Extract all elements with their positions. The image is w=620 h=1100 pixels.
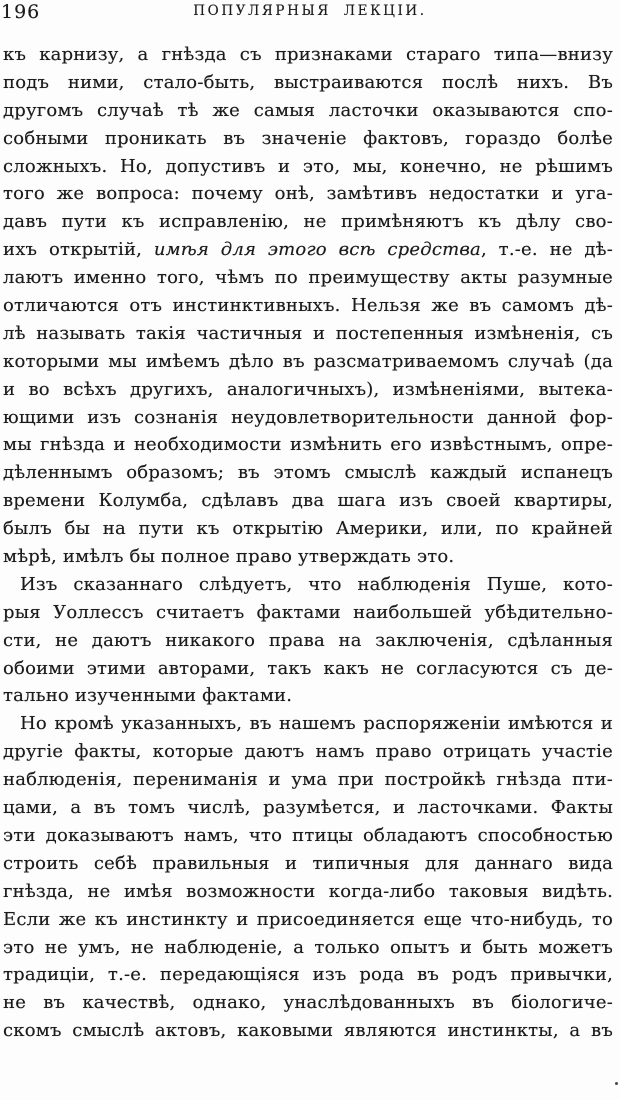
text-line [3, 459, 613, 487]
text-segment: гнѣзда, не имѣя возможности когда-либо таковыя видѣть. [3, 880, 613, 902]
text-segment: ющими изъ сознанія неудовлетворительности данной фор- [3, 406, 613, 428]
text-line [3, 348, 613, 376]
text-line [3, 989, 613, 1017]
text-line [3, 850, 613, 878]
text-segment: къ карнизу, а гнѣзда съ признаками стараго типа—внизу [3, 44, 613, 65]
text-segment: Изъ сказаннаго слѣдуетъ, что наблюденія Пуше, кото- [20, 573, 613, 595]
text-line [3, 627, 613, 655]
text-line [3, 97, 613, 125]
text-line [3, 738, 613, 766]
text-line [3, 320, 613, 348]
text-line [3, 710, 613, 738]
text-line [3, 208, 613, 236]
text-segment: давъ пути къ исправленію, не примѣняютъ къ дѣлу сво- [3, 211, 613, 233]
page-number: 196 [1, 1, 41, 23]
text-line [3, 543, 613, 571]
text-line [3, 822, 613, 850]
scan-speck [615, 1082, 618, 1085]
text-line [3, 794, 613, 822]
text-segment: эти доказываютъ намъ, что птицы обладаютъ способностью [3, 824, 613, 846]
text-line [3, 376, 613, 404]
text-segment: былъ бы на пути къ открытію Америки, или, по крайней [3, 518, 613, 540]
text-line [3, 487, 613, 515]
text-segment: другомъ случаѣ тѣ же самыя ласточки оказываются спо- [3, 99, 613, 121]
text-line [3, 961, 613, 989]
text-segment: которыми мы имѣемъ дѣло въ разсматриваемомъ случаѣ (да [3, 350, 613, 372]
text-segment: времени Колумба, сдѣлавъ два шага изъ своей квартиры, [3, 490, 613, 512]
text-segment: лаютъ именно того, чѣмъ по преимуществу акты разумные [3, 267, 613, 289]
text-line [3, 1017, 613, 1045]
text-line [3, 682, 613, 710]
text-line [3, 404, 613, 432]
text-segment: строить себѣ правильныя и типичныя для даннаго вида [3, 852, 613, 874]
text-segment: не въ качествѣ, однако, унаслѣдованныхъ въ біологиче- [3, 992, 613, 1014]
text-segment: другіе факты, которые даютъ намъ право отрицать участіе [3, 741, 613, 763]
text-segment: скомъ смыслѣ актовъ, каковыми являются инстинкты, а въ [3, 1020, 613, 1042]
text-segment: Но кромѣ указанныхъ, въ нашемъ распоряженіи имѣются и [20, 713, 613, 735]
text-segment: лѣ называть такія частичныя и постепенныя измѣненія, съ [3, 322, 613, 344]
text-segment: ихъ открытій, [3, 239, 154, 261]
text-segment: тально изученными фактами. [3, 685, 293, 707]
text-line [3, 515, 613, 543]
text-segment: , т.-е. не дѣ- [481, 239, 613, 261]
text-line [3, 125, 613, 153]
text-line [3, 934, 613, 962]
text-segment: рыя Уоллессъ считаетъ фактами наибольшей убѣдительно- [3, 601, 613, 623]
text-line [3, 292, 613, 320]
text-segment: это не умъ, не наблюденіе, а только опытъ и быть можетъ [3, 936, 613, 958]
text-segment: собными проникать въ значеніе фактовъ, гораздо болѣе [3, 127, 613, 149]
text-line [3, 766, 613, 794]
page-body [0, 41, 620, 1045]
text-line [3, 655, 613, 683]
text-segment: дѣленнымъ образомъ; въ этомъ смыслѣ каждый испанецъ [3, 462, 613, 484]
text-segment: сложныхъ. Но, допустивъ и это, мы, конечно, не рѣшимъ [3, 155, 613, 177]
text-segment: мы гнѣзда и необходимости измѣнить его извѣстнымъ, опре- [3, 434, 613, 456]
text-line [3, 264, 613, 292]
running-header-title: ПОПУЛЯРНЫЯ ЛЕКЦІИ. [193, 3, 427, 19]
text-segment: наблюденія, перениманія и ума при постройкѣ гнѣзда пти- [3, 769, 613, 791]
text-segment: Если же къ инстинкту и присоединяется еще что-нибудь, то [3, 908, 613, 930]
text-line [3, 236, 613, 264]
text-line [3, 153, 613, 181]
text-line [3, 41, 613, 69]
text-segment: и во всѣхъ другихъ, аналогичныхъ), измѣненіями, вытека- [3, 378, 613, 400]
text-line [3, 599, 613, 627]
text-segment: подъ ними, стало-быть, выстраиваются послѣ нихъ. Въ [3, 71, 613, 93]
text-segment: отличаются отъ инстинктивныхъ. Нельзя же въ самомъ дѣ- [3, 295, 613, 317]
text-segment: мѣрѣ, имѣлъ бы полное право утверждать это. [3, 546, 455, 568]
text-segment: обоими этими авторами, такъ какъ не согласуются съ де- [3, 657, 613, 679]
text-line [3, 180, 613, 208]
italic-text-segment: имѣя для этого всѣ средства [153, 239, 481, 261]
text-segment: того же вопроса: почему онѣ, замѣтивъ недостатки и уга- [3, 183, 613, 205]
text-line [3, 431, 613, 459]
text-line [3, 69, 613, 97]
text-segment: традиціи, т.-е. передающіяся изъ рода въ родъ привычки, [3, 964, 613, 986]
text-segment: сти, не даютъ никакого права на заключенія, сдѣланныя [3, 629, 613, 651]
text-line [3, 878, 613, 906]
text-segment: цами, а въ томъ числѣ, разумѣется, и ласточками. Факты [3, 797, 613, 819]
text-line [3, 906, 613, 934]
text-line [3, 571, 613, 599]
